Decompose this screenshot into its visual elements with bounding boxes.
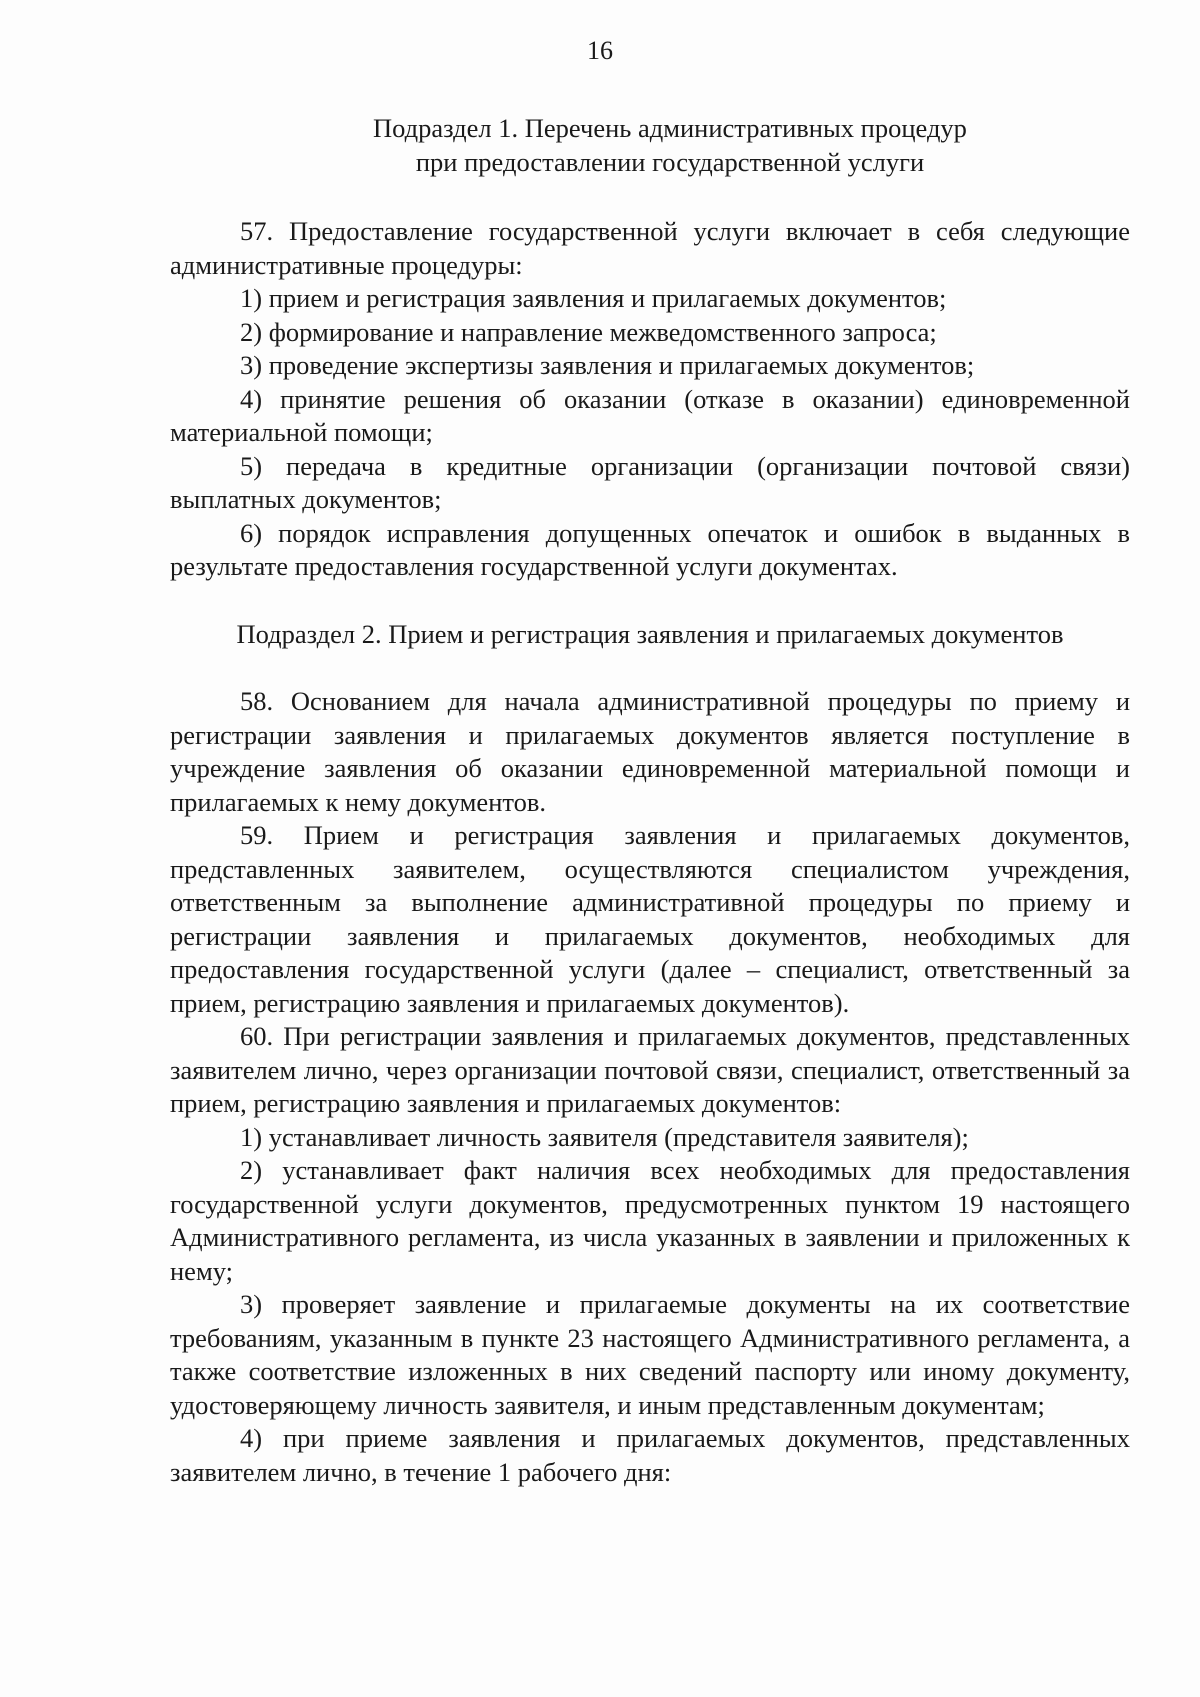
page-number: 16 (587, 36, 613, 65)
subsection-1-title-line-2: при предоставлении государственной услуги (415, 146, 925, 177)
p60-item-1: 1) устанавливает личность заявителя (представителя заявителя); (240, 1121, 969, 1152)
subsection-2-heading: Подраздел 2. Прием и регистрация заявления и прилагаемых документов (236, 618, 1064, 649)
paragraph-58: 58. Основанием для начала административной процедуры по приему и регистрации заявления и прилагаемых документов является поступление в учреждение заявления об оказании единовременной материальной помощи и прилагаемых к нему документов. (170, 686, 1130, 817)
p57-item-3: 3) проведение экспертизы заявления и прилагаемых документов; (240, 350, 975, 380)
p57-item-2: 2) формирование и направление межведомственного запроса; (240, 316, 937, 347)
p60-item-4: 4) при приеме заявления и прилагаемых документов, представленных заявителем лично, в течение 1 рабочего дня: (170, 1423, 1130, 1487)
paragraph-57: 57. Предоставление государственной услуги включает в себя следующие административные процедуры: (170, 216, 1130, 280)
document-body (170, 112, 1130, 1489)
p57-item-5: 5) передача в кредитные организации (организации почтовой связи) выплатных документов; (170, 450, 1130, 514)
p57-item-6: 6) порядок исправления допущенных опечаток и ошибок в выданных в результате предоставления государственной услуги документах. (170, 517, 1130, 581)
subsection-1-heading (210, 112, 1130, 179)
paragraph-60: 60. При регистрации заявления и прилагаемых документов, представленных заявителем лично, через организации почтовой связи, специалист, ответственный за прием, регистрацию заявления и прилагаемых документов: (170, 1021, 1130, 1118)
subsection-1-title-line-1: Подраздел 1. Перечень административных процедур (373, 113, 967, 143)
p57-item-4: 4) принятие решения об оказании (отказе в оказании) единовременной материальной помощи; (170, 383, 1130, 447)
p60-item-3: 3) проверяет заявление и прилагаемые документы на их соответствие требованиям, указанным в пункте 23 настоящего Административного регламента, а также соответствие изложенных в них сведений паспорту или иному документу, удостоверяющему личность заявителя, и иным представленным документам; (170, 1289, 1130, 1420)
paragraph-59: 59. Прием и регистрация заявления и прилагаемых документов, представленных заявителем, осуществляются специалистом учреждения, ответственным за выполнение административной процедуры по приему и регистрации заявления и прилагаемых документов, необходимых для предоставления государственной услуги (далее – специалист, ответственный за прием, регистрацию заявления и прилагаемых документов). (170, 820, 1130, 1018)
p57-item-1: 1) прием и регистрация заявления и прилагаемых документов; (240, 283, 947, 313)
p60-item-2: 2) устанавливает факт наличия всех необходимых для предоставления государственной услуги документов, предусмотренных пунктом 19 настоящего Административного регламента, из числа указанных в заявлении и приложенных к нему; (170, 1155, 1130, 1286)
